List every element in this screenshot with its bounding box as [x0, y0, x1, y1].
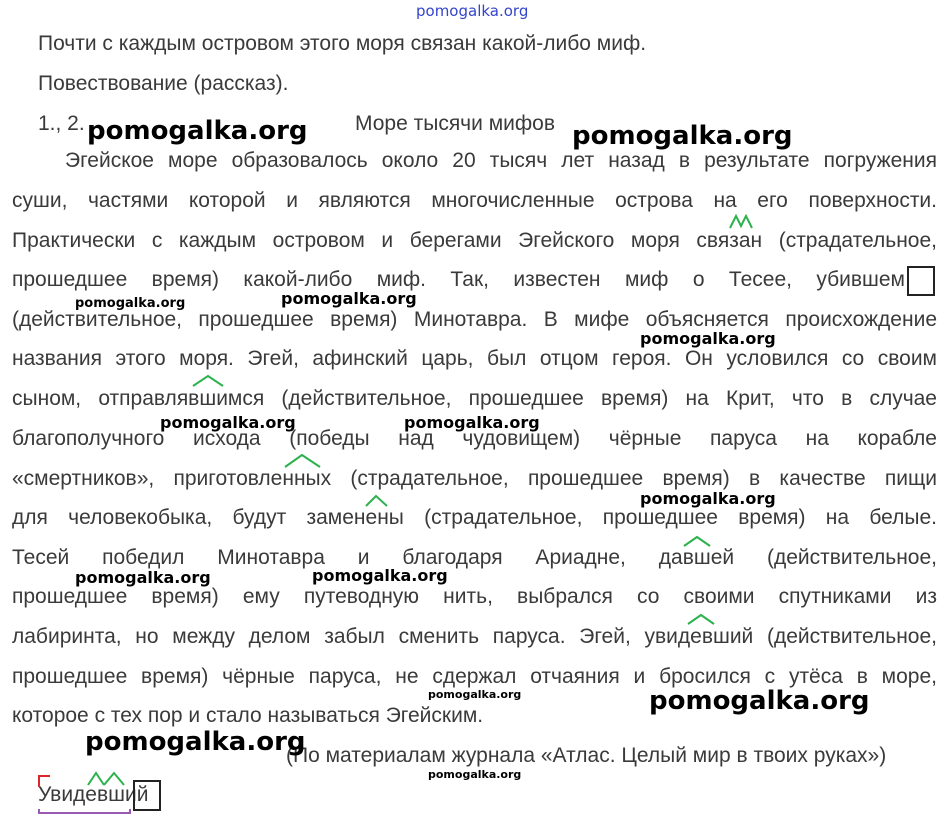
body-line-14: прошедшее время) чёрные паруса, не сдержал отчаяния и бросился с утёса в море,	[12, 665, 937, 688]
body-line-11: Тесей победил Минотавра и благодаря Ариадне, давшей (действительное,	[12, 546, 937, 569]
body-line-8: благополучного исхода (победы над чудовищем) чёрные паруса на корабле	[12, 427, 937, 450]
body-line-1: Эгейское море образовалось около 20 тысяч лет назад в результате погружения	[65, 149, 937, 172]
body-line-15: которое с тех пор и стало называться Эгейским.	[12, 704, 484, 727]
watermark-overlay-4: pomogalka.org	[281, 289, 417, 308]
watermark-overlay-12: pomogalka.org	[649, 686, 870, 716]
body-line-2: суши, частями которой и являются многочисленные острова на его поверхности.	[12, 189, 937, 212]
watermark-top: pomogalka.org	[416, 2, 529, 20]
body-line-9: «смертников», приготовленных (страдательное, прошедшее время) в качестве пищи	[12, 467, 937, 490]
ending-box-ubivshem	[907, 266, 935, 296]
suffix-mark-otpravlyavshimsya	[193, 376, 223, 386]
body-line-12: прошедшее время) ему путеводную нить, выбрался со своими спутниками из	[12, 585, 937, 608]
watermark-overlay-9: pomogalka.org	[312, 566, 448, 585]
body-line-4: прошедшее время) какой-либо миф. Так, известен миф о Тесее, убившем	[12, 268, 905, 291]
base-underline-analysis	[39, 809, 130, 813]
body-line-3: Практически с каждым островом и берегами Эгейского моря связан (страдательное,	[12, 229, 937, 252]
watermark-overlay-7: pomogalka.org	[404, 413, 540, 432]
body-line-10: для человекобыка, будут заменены (страдательное, прошедшее время) на белые.	[12, 506, 937, 529]
body-line-6: названия этого моря. Эгей, афинский царь, был отцом героя. Он условился со своим	[12, 347, 937, 370]
suffix-mark-zameneny	[366, 496, 387, 506]
body-line-5: (действительное, прошедшее время) Минотавра. В мифе объясняется происхождение	[12, 308, 937, 331]
watermark-overlay-11: pomogalka.org	[428, 688, 522, 701]
watermark-overlay-2: pomogalka.org	[572, 121, 793, 151]
suffix-mark-analysis-1	[88, 773, 104, 785]
watermark-overlay-5: pomogalka.org	[640, 329, 776, 348]
watermark-overlay-3: pomogalka.org	[75, 296, 186, 311]
watermark-overlay-13: pomogalka.org	[85, 727, 306, 757]
watermark-overlay-6: pomogalka.org	[160, 413, 296, 432]
text-title: Море тысячи мифов	[355, 112, 555, 135]
watermark-overlay-10: pomogalka.org	[75, 568, 211, 587]
word-analysis: Увидевший	[38, 783, 149, 806]
suffix-mark-analysis-2	[104, 773, 124, 785]
body-line-13: лабиринта, но между делом забыл сменить паруса. Эгей, увидевший (действительное,	[12, 625, 937, 648]
watermark-overlay-1: pomogalka.org	[87, 116, 308, 146]
watermark-overlay-14: pomogalka.org	[428, 768, 522, 781]
suffix-mark-davshey	[684, 537, 710, 546]
body-line-7: сыном, отправлявшимся (действительное, прошедшее время) на Крит, что в случае	[12, 387, 937, 410]
ending-box-analysis	[133, 780, 161, 811]
watermark-overlay-8: pomogalka.org	[640, 489, 776, 508]
answer-line-2: Повествование (рассказ).	[38, 72, 289, 95]
suffix-mark-prigotovlennyh	[285, 455, 320, 467]
suffix-mark-uvidevshiy	[688, 615, 714, 624]
task-numbers: 1., 2.	[38, 112, 85, 135]
answer-line-1: Почти с каждым островом этого моря связан какой-либо миф.	[38, 32, 647, 55]
source-citation: (По материалам журнала «Атлас. Целый мир в твоих руках»)	[286, 744, 887, 767]
root-mark-analysis	[39, 776, 50, 787]
suffix-mark-svyazan	[730, 216, 752, 228]
